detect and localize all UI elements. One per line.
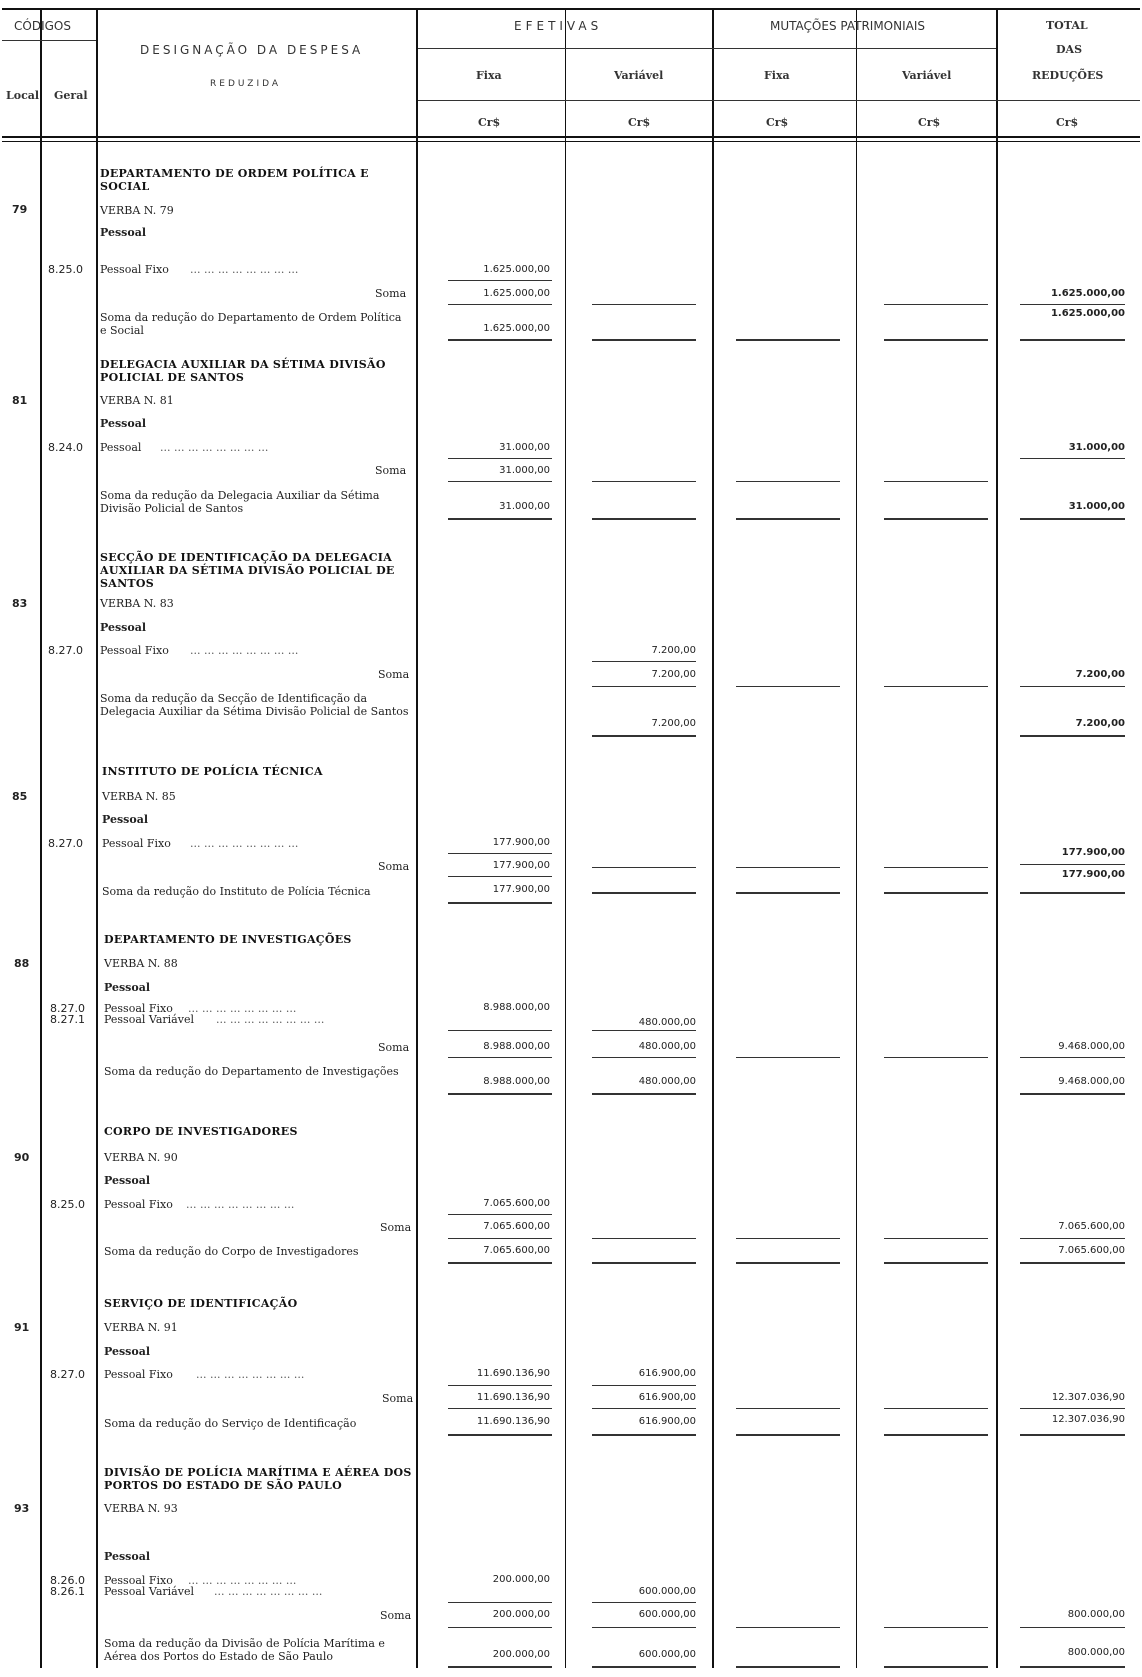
local-code: 93	[14, 1502, 30, 1515]
red-fixa: 11.690.136,90	[476, 1416, 550, 1427]
rule	[448, 481, 552, 482]
rule	[448, 1262, 552, 1264]
codigos-sub-rule	[2, 40, 96, 41]
local-code: 79	[12, 203, 28, 216]
col-rule-local	[40, 8, 42, 1668]
rule	[736, 867, 840, 868]
leader-dots: ... ... ... ... ... ... ... ...	[190, 644, 299, 657]
sum-rule	[448, 1214, 552, 1215]
red-fixa: 8.988.000,00	[483, 1076, 550, 1087]
soma-label: Soma	[378, 1041, 410, 1054]
rule	[1020, 1057, 1125, 1058]
geral-code: 8.25.0	[50, 1198, 85, 1211]
soma-fixa: 8.988.000,00	[483, 1041, 550, 1052]
rule	[592, 1262, 696, 1264]
verba-label: VERBA N. 93	[104, 1502, 178, 1515]
header-currency-5: Cr$	[1056, 116, 1079, 129]
rule	[448, 876, 552, 877]
verba-label: VERBA N. 88	[104, 957, 178, 970]
rule	[736, 1627, 840, 1628]
verba-label: VERBA N. 81	[100, 394, 174, 407]
rule	[1020, 339, 1125, 341]
rule	[736, 1434, 840, 1436]
geral-code: 8.26.1	[50, 1585, 85, 1598]
header-currency-3: Cr$	[766, 116, 789, 129]
rule	[448, 1238, 552, 1239]
reducao-label: Soma da redução da Divisão de Polícia Marítima e Aérea dos Portos do Estado de São Paulo	[104, 1637, 385, 1663]
efet-var-value: 600.000,00	[638, 1586, 696, 1597]
rule	[592, 1057, 696, 1058]
rule	[592, 892, 696, 894]
efet-var-value: 616.900,00	[638, 1368, 696, 1379]
leader-dots: ... ... ... ... ... ... ... ...	[188, 1002, 297, 1015]
rule	[592, 686, 696, 687]
rule	[736, 1408, 840, 1409]
item-label: Pessoal Fixo	[104, 1574, 173, 1587]
rule	[448, 1627, 552, 1628]
soma-fixa: 1.625.000,00	[483, 288, 550, 299]
reducao-label: Soma da redução do Departamento de Investigações	[104, 1065, 399, 1078]
rule	[592, 1408, 696, 1409]
soma-var: 480.000,00	[638, 1041, 696, 1052]
soma-label: Soma	[378, 668, 410, 681]
top-rule	[2, 8, 1140, 10]
header-local: Local	[6, 89, 40, 102]
verba-label: VERBA N. 83	[100, 597, 174, 610]
item-label: Pessoal Fixo	[100, 644, 169, 657]
local-code: 81	[12, 394, 28, 407]
header-efetivas: EFETIVAS	[514, 19, 603, 33]
pessoal-label: Pessoal	[104, 1550, 151, 1563]
rule	[592, 518, 696, 520]
geral-code: 8.27.0	[48, 644, 83, 657]
rule	[884, 481, 988, 482]
col-rule-mut-fixa	[856, 8, 857, 1668]
rule	[884, 1262, 988, 1264]
efet-var-value: 7.200,00	[651, 645, 696, 656]
header-geral: Geral	[54, 89, 88, 102]
pessoal-label: Pessoal	[104, 1174, 151, 1187]
header-mut-variavel: Variável	[902, 69, 952, 82]
header-currency-1: Cr$	[478, 116, 501, 129]
section-title: CORPO DE INVESTIGADORES	[104, 1125, 298, 1138]
soma-fixa: 177.900,00	[492, 860, 550, 871]
sum-rule	[448, 280, 552, 281]
efet-fixa-value: 11.690.136,90	[476, 1368, 550, 1379]
item-label: Pessoal Fixo	[100, 263, 169, 276]
rule	[1020, 864, 1125, 865]
soma-label: Soma	[382, 1392, 414, 1405]
red-total: 31.000,00	[1068, 501, 1125, 512]
rule	[448, 902, 552, 904]
section-title: DELEGACIA AUXILIAR DA SÉTIMA DIVISÃO POLICIAL DE SANTOS	[100, 358, 386, 384]
reducao-label: Soma da redução do Instituto de Polícia Técnica	[102, 885, 371, 898]
reducao-label: Soma da redução da Delegacia Auxiliar da Sétima Divisão Policial de Santos	[100, 489, 380, 515]
rule	[1020, 458, 1125, 459]
rule	[736, 1666, 840, 1668]
rule	[448, 339, 552, 341]
rule	[736, 339, 840, 341]
pessoal-label: Pessoal	[104, 981, 151, 994]
sum-rule	[448, 853, 552, 854]
local-code: 83	[12, 597, 28, 610]
geral-code: 8.24.0	[48, 441, 83, 454]
red-fixa: 177.900,00	[492, 884, 550, 895]
leader-dots: ... ... ... ... ... ... ... ...	[216, 1013, 325, 1026]
fixa-sub-rule	[418, 100, 1140, 101]
leader-dots: ... ... ... ... ... ... ... ...	[160, 441, 269, 454]
section-title: DIVISÃO DE POLÍCIA MARÍTIMA E AÉREA DOS PORTOS DO ESTADO DE SÃO PAULO	[104, 1466, 412, 1492]
red-var: 616.900,00	[638, 1416, 696, 1427]
rule	[592, 339, 696, 341]
rule	[1020, 892, 1125, 894]
item-total: 177.900,00	[1061, 847, 1125, 858]
local-code: 85	[12, 790, 28, 803]
rule	[1020, 1093, 1125, 1095]
col-rule-geral	[96, 8, 98, 1668]
item-label: Pessoal Fixo	[102, 837, 171, 850]
red-total: 9.468.000,00	[1058, 1076, 1125, 1087]
rule	[1020, 304, 1125, 305]
sum-rule	[448, 1030, 552, 1031]
soma-var: 616.900,00	[638, 1392, 696, 1403]
section-title: DEPARTAMENTO DE ORDEM POLÍTICA E SOCIAL	[100, 167, 369, 193]
rule	[736, 518, 840, 520]
rule	[448, 1093, 552, 1095]
soma-total: 7.200,00	[1075, 669, 1125, 680]
red-var: 7.200,00	[651, 718, 696, 729]
efet-fixa-value: 200.000,00	[492, 1574, 550, 1585]
verba-label: VERBA N. 91	[104, 1321, 178, 1334]
efetivas-sub-rule	[418, 48, 996, 49]
efet-fixa-value: 8.988.000,00	[483, 1002, 550, 1013]
section-title: INSTITUTO DE POLÍCIA TÉCNICA	[102, 765, 323, 778]
rule	[736, 686, 840, 687]
header-bottom-rule-2	[2, 141, 1140, 142]
leader-dots: ... ... ... ... ... ... ... ...	[190, 263, 299, 276]
item-label: Pessoal	[100, 441, 142, 454]
pessoal-label: Pessoal	[104, 1345, 151, 1358]
rule	[736, 1238, 840, 1239]
rule	[884, 1666, 988, 1668]
geral-code: 8.27.0	[50, 1368, 85, 1381]
soma-var: 7.200,00	[651, 669, 696, 680]
col-rule-desc	[416, 8, 418, 1668]
soma-fixa: 11.690.136,90	[476, 1392, 550, 1403]
reducao-label: Soma da redução do Corpo de Investigadores	[104, 1245, 359, 1258]
rule	[1020, 1238, 1125, 1239]
soma-fixa: 7.065.600,00	[483, 1221, 550, 1232]
soma-label: Soma	[375, 287, 407, 300]
rule	[884, 304, 988, 305]
red-fixa: 31.000,00	[499, 501, 550, 512]
rule	[736, 481, 840, 482]
geral-code: 8.27.1	[50, 1013, 85, 1026]
sum-rule	[448, 458, 552, 459]
rule	[1020, 686, 1125, 687]
geral-code: 8.27.0	[50, 1002, 85, 1015]
leader-dots: ... ... ... ... ... ... ... ...	[214, 1585, 323, 1598]
soma-label: Soma	[380, 1609, 412, 1622]
soma-total: 7.065.600,00	[1058, 1221, 1125, 1232]
red-total: 1.625.000,00	[1050, 308, 1125, 319]
rule	[592, 481, 696, 482]
rule	[592, 735, 696, 737]
rule	[592, 1666, 696, 1668]
header-mut-fixa: Fixa	[764, 69, 790, 82]
section-title: DEPARTAMENTO DE INVESTIGAÇÕES	[104, 933, 352, 946]
red-var: 600.000,00	[638, 1649, 696, 1660]
header-reduzida: REDUZIDA	[210, 79, 282, 89]
header-currency-2: Cr$	[628, 116, 651, 129]
soma-label: Soma	[375, 464, 407, 477]
soma-label: Soma	[380, 1221, 412, 1234]
red-total: 800.000,00	[1067, 1647, 1125, 1658]
soma-total: 1.625.000,00	[1050, 288, 1125, 299]
efet-fixa-value: 177.900,00	[492, 837, 550, 848]
header-currency-4: Cr$	[918, 116, 941, 129]
rule	[448, 304, 552, 305]
pessoal-label: Pessoal	[100, 226, 147, 239]
soma-label: Soma	[378, 860, 410, 873]
verba-label: VERBA N. 90	[104, 1151, 178, 1164]
pessoal-label: Pessoal	[100, 417, 147, 430]
rule	[884, 867, 988, 868]
efet-fixa-value: 31.000,00	[499, 442, 550, 453]
geral-code: 8.27.0	[48, 837, 83, 850]
header-efet-variavel: Variável	[614, 69, 664, 82]
soma-fixa: 31.000,00	[499, 465, 550, 476]
verba-label: VERBA N. 79	[100, 204, 174, 217]
rule	[884, 1627, 988, 1628]
rule	[448, 518, 552, 520]
red-total: 7.200,00	[1075, 718, 1125, 729]
efet-fixa-value: 7.065.600,00	[483, 1198, 550, 1209]
item-label: Pessoal Variável	[104, 1585, 194, 1598]
soma-total: 9.468.000,00	[1058, 1041, 1125, 1052]
local-code: 88	[14, 957, 30, 970]
header-mutacoes: MUTAÇÕES PATRIMONIAIS	[770, 19, 926, 33]
rule	[592, 1093, 696, 1095]
rule	[884, 339, 988, 341]
leader-dots: ... ... ... ... ... ... ... ...	[190, 837, 299, 850]
verba-label: VERBA N. 85	[102, 790, 176, 803]
red-var: 480.000,00	[638, 1076, 696, 1087]
header-codigos: CÓDIGOS	[14, 19, 71, 33]
rule	[1020, 1408, 1125, 1409]
pessoal-label: Pessoal	[100, 621, 147, 634]
geral-code: 8.26.0	[50, 1574, 85, 1587]
header-reducoes: REDUÇÕES	[1032, 69, 1104, 82]
rule	[1020, 1627, 1125, 1628]
rule	[592, 1627, 696, 1628]
soma-total: 800.000,00	[1067, 1609, 1125, 1620]
rule	[592, 1238, 696, 1239]
rule	[884, 1057, 988, 1058]
header-bottom-rule	[2, 136, 1140, 138]
rule	[448, 1666, 552, 1668]
leader-dots: ... ... ... ... ... ... ... ...	[188, 1574, 297, 1587]
item-label: Pessoal Fixo	[104, 1198, 173, 1211]
red-total: 12.307.036,90	[1051, 1414, 1125, 1425]
col-rule-efet-var	[712, 8, 714, 1668]
header-efet-fixa: Fixa	[476, 69, 502, 82]
red-fixa: 1.625.000,00	[483, 323, 550, 334]
item-label: Pessoal Variável	[104, 1013, 194, 1026]
rule	[592, 304, 696, 305]
section-title: SERVIÇO DE IDENTIFICAÇÃO	[104, 1297, 298, 1310]
rule	[884, 892, 988, 894]
local-code: 91	[14, 1321, 30, 1334]
item-label: Pessoal Fixo	[104, 1368, 173, 1381]
rule	[884, 1238, 988, 1239]
rule	[1020, 518, 1125, 520]
reducao-label: Soma da redução do Departamento de Ordem Política e Social	[100, 311, 402, 337]
soma-total: 12.307.036,90	[1051, 1392, 1125, 1403]
col-rule-total	[996, 8, 998, 1668]
efet-var-value: 480.000,00	[638, 1017, 696, 1028]
efet-fixa-value: 1.625.000,00	[483, 264, 550, 275]
red-total: 7.065.600,00	[1058, 1245, 1125, 1256]
rule	[736, 1262, 840, 1264]
header-designacao: DESIGNAÇÃO DA DESPESA	[140, 43, 364, 57]
rule	[448, 1434, 552, 1436]
header-das: DAS	[1056, 43, 1083, 56]
red-fixa: 200.000,00	[492, 1649, 550, 1660]
soma-var: 600.000,00	[638, 1609, 696, 1620]
sum-rule	[592, 1602, 696, 1603]
item-total: 31.000,00	[1068, 442, 1125, 453]
rule	[592, 1434, 696, 1436]
rule	[448, 1408, 552, 1409]
rule	[736, 1057, 840, 1058]
rule	[1020, 735, 1125, 737]
section-title: SECÇÃO DE IDENTIFICAÇÃO DA DELEGACIA AUXILIAR DA SÉTIMA DIVISÃO POLICIAL DE SANTOS	[100, 551, 395, 590]
sum-rule	[592, 1030, 696, 1031]
leader-dots: ... ... ... ... ... ... ... ...	[186, 1198, 295, 1211]
rule	[1020, 1262, 1125, 1264]
rule	[448, 1057, 552, 1058]
rule	[884, 1408, 988, 1409]
rule	[1020, 1434, 1125, 1436]
item-label: Pessoal Fixo	[104, 1002, 173, 1015]
rule	[884, 1434, 988, 1436]
header-total: TOTAL	[1046, 19, 1088, 32]
leader-dots: ... ... ... ... ... ... ... ...	[196, 1368, 305, 1381]
col-rule-efet-fixa	[565, 8, 566, 1668]
sum-rule	[448, 1602, 552, 1603]
rule	[592, 867, 696, 868]
rule	[884, 518, 988, 520]
reducao-label: Soma da redução do Serviço de Identificação	[104, 1417, 357, 1430]
reducao-label: Soma da redução da Secção de Identificação da Delegacia Auxiliar da Sétima Divisão Policial de Santos	[100, 692, 409, 718]
rule	[1020, 1666, 1125, 1668]
sum-rule	[448, 1385, 552, 1386]
sum-rule	[592, 661, 696, 662]
pessoal-label: Pessoal	[102, 813, 149, 826]
rule	[884, 686, 988, 687]
local-code: 90	[14, 1151, 30, 1164]
geral-code: 8.25.0	[48, 263, 83, 276]
sum-rule	[592, 1385, 696, 1386]
rule	[736, 892, 840, 894]
soma-total: 177.900,00	[1061, 869, 1125, 880]
red-fixa: 7.065.600,00	[483, 1245, 550, 1256]
soma-fixa: 200.000,00	[492, 1609, 550, 1620]
